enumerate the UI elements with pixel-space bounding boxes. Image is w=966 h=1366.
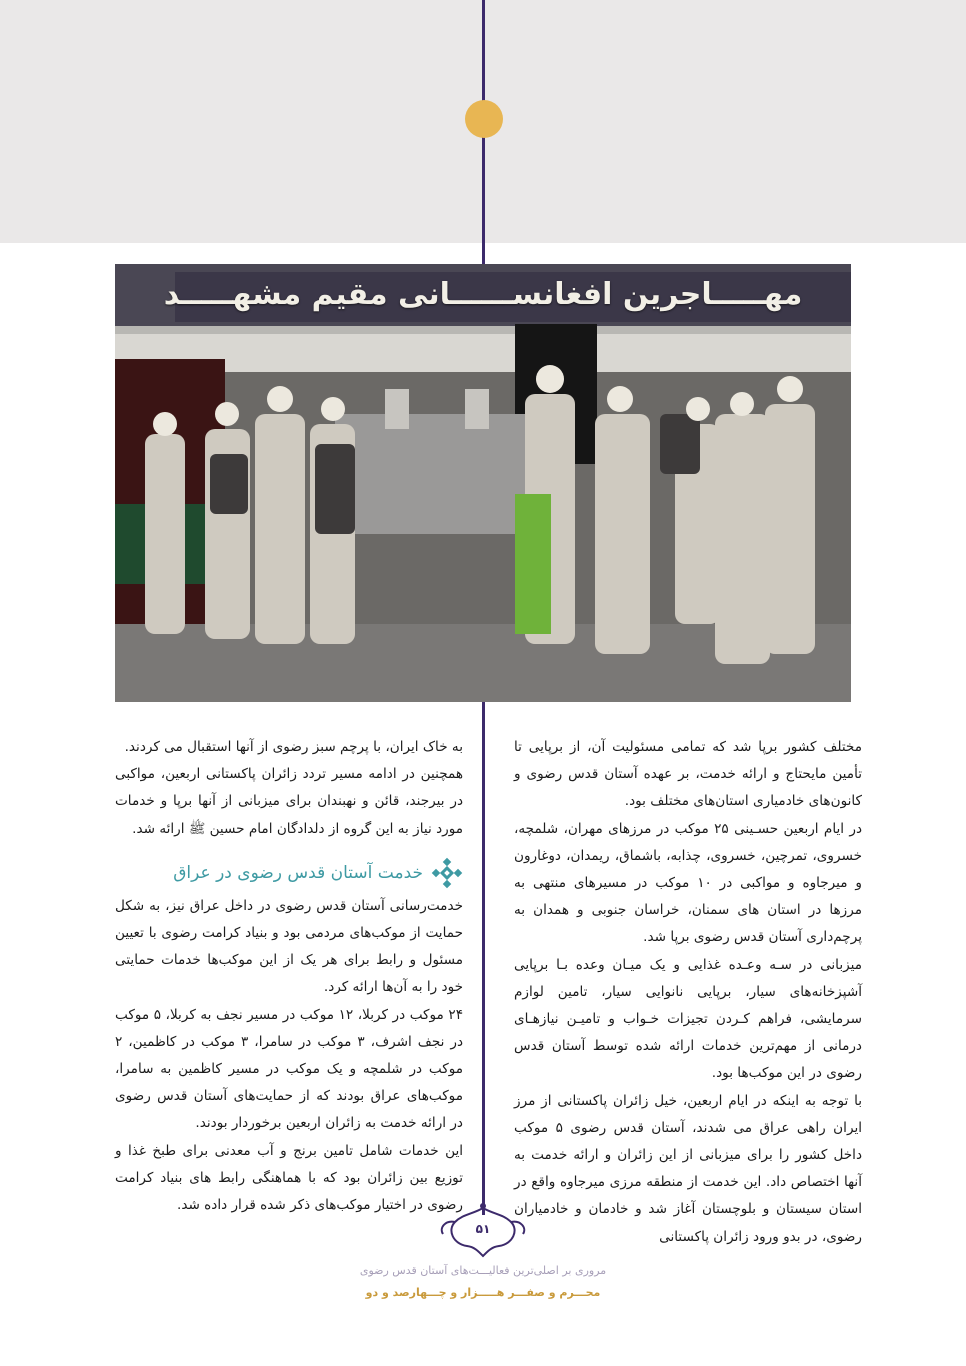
decorative-gold-dot xyxy=(465,100,503,138)
photo-illustration xyxy=(115,264,851,702)
right-text-column xyxy=(514,734,862,1251)
paragraph: مختلف کشور برپا شد که تمامی مسئولیت آن، از برپایی تا تأمین مایحتاج و ارائه خدمت، بر عهده آستان قدس رضوی و کانون‌های خادمیاری استان‌های مختلف بود. xyxy=(514,739,862,810)
main-photo xyxy=(115,264,851,702)
footer-subtitle: مروری بر اصلی‌ترین فعالیـــت‌های آستان قدس رضوی xyxy=(359,1264,607,1277)
paragraph: میزبانی در سـه وعـده غذایی و یک میـان وعده بـا برپایی آشپزخانه‌های سیار، برپایی نانوایی سیار، تامین لوازم سرمایشی، فراهم کـردن تجیزات خـواب و تامیـن نیازهـای درمانی از مهم‌ترین خدمات ارائه شده توسط آستان قدس رضوی در این موکب‌ها بود. xyxy=(514,956,862,1082)
paragraph: ۲۴ موکب در کربلا، ۱۲ موکب در مسیر نجف به کربلا، ۵ موکب در نجف اشرف، ۳ موکب در سامرا، ۳ موکب در کاظمین، ۲ موکب در شلمچه و یک موکب در مسیر کاظمین به سامرا، موکب‌های عراق بودند که از حمایت‌های آستان قدس رضوی در ارائه خدمت به زائران اربعین برخوردار بودند. xyxy=(115,1006,463,1132)
section-heading xyxy=(115,857,463,889)
paragraph: به خاک ایران، با پرچم سبز رضوی از آنها استقبال می کردند. xyxy=(124,739,463,755)
paragraph: خدمت‌رسانی آستان قدس رضوی در داخل عراق نیز، به شکل حمایت از موکب‌های مردمی بود و بنیاد کرامت رضوی با تعیین مسئول و رابط برای هر یک از این موکب‌ها خدمات حمایتی خود را به آن‌ها ارائه کرد. xyxy=(115,897,463,996)
page-number: ۵۱ xyxy=(475,1222,491,1236)
section-title: خدمت آستان قدس رضوی در عراق xyxy=(173,862,423,883)
page-number-ornament xyxy=(433,1200,533,1260)
photo-banner-text: مهـــــاجرین افغانســــــانی مقیم مشهـــــد xyxy=(163,276,803,312)
paragraph: این خدمات شامل تامین برنج و آب معدنی برای طبخ غذا و توزیع بین زائران بود که با هماهنگی رابط های بنیاد کرامت رضوی در اختیار موکب‌های ذکر شده قرار داده شد. xyxy=(115,1142,463,1214)
section-ornament-icon xyxy=(431,857,463,889)
left-text-column xyxy=(115,734,463,1219)
paragraph: در ایام اربعین حسـینی ۲۵ موکب در مرزهای مهران، شلمچه، خسروی، تمرچین، خسروی، چذابه، باشماق، ریمدان، دوغارون و میرجاوه و مواکبی در ۱۰ موکب در مسیرهای منتهی به مرزها در استان های سمنان، خراسان جنوبی و همدان به پرچم‌داری آستان قدس رضوی برپا شد. xyxy=(514,820,862,946)
paragraph: همچنین در ادامه مسیر تردد زائران پاکستانی اربعین، مواکبی در بیرجند، قائن و نهبندان برای میزبانی از آنها برپا و خدمات مورد نیاز به این گروه از دلدادگان امام حسین ﷺ ارائه شد. xyxy=(115,766,463,837)
paragraph: با توجه به اینکه در ایام اربعین، خیل زائران پاکستانی از مرز ایران راهی عراق می شدند، آستان قدس رضوی ۵ موکب داخل کشور را برای میزبانی از این زائران و ارائه خدمت به آنها اختصاص داد. این خدمت از منطقه مرزی میرجاوه واقع در استان سیستان و بلوچستان آغاز شد و خادمان و خادمیاران رضوی، در بدو ورود زائران پاکستانی xyxy=(514,1092,863,1245)
footer-date-line: محـــرم و صفـــر هـــــزار و چـــهارصد و دو xyxy=(365,1286,601,1299)
